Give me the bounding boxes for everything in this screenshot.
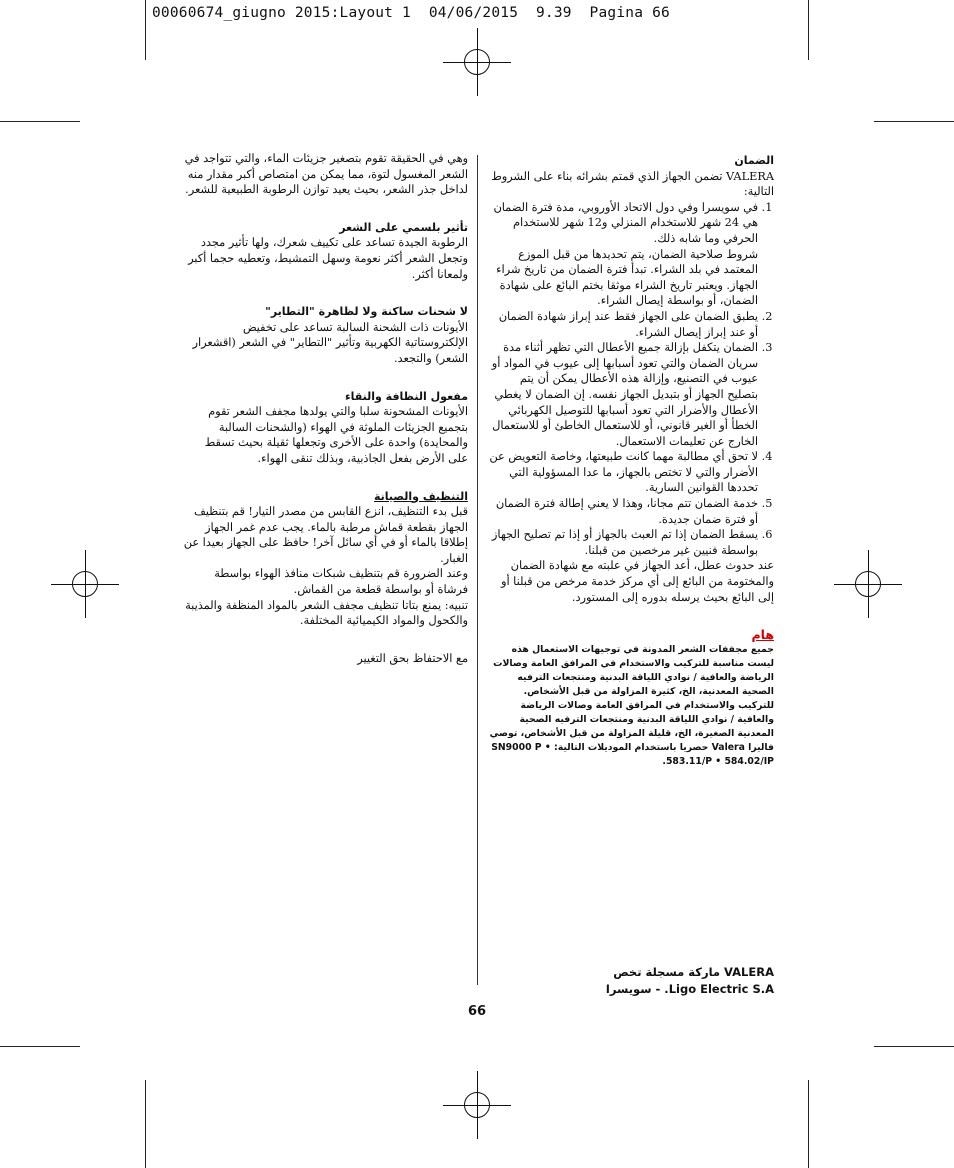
list-item: 3. الضمان يتكفل بإزالة جميع الأعطال التي تظهر أثناء مدة سريان الضمان والتي تعود أسبابها إلى عيوب في المواد أو عيوب في التصنيع، وإزالة هذه الأعطال يمكن أن يتم بتصليح الجهاز أو بتبديل الجهاز نفسه. إن الضمان لا يغطي الأعطال والأضرار التي تعود أسبابها للتوصيل الكهربائي الخطأ أو الغير قانوني، أو للاستعمال الخاطئ أو للاستعمال الخارج عن تعليمات الاستعمال. (487, 340, 758, 449)
crop-mark (874, 1046, 954, 1047)
list-item: 4. لا تحق أي مطالبة مهما كانت طبيعتها، وخاصة التعويض عن الأضرار والتي لا تختص بالجهاز، ما عدا المسؤولية التي تحددها القوانين السارية. (487, 449, 758, 496)
breakdown-instructions: عند حدوث عطل، أعد الجهاز في علبته مع شهادة الضمان والمختومة من البائع إلى أي مركز خدمة مرخص من قبلنا أو إلى البائع بحيث يرسله بدوره إلى المستورد. (500, 559, 774, 604)
list-item: 2. يطبق الضمان على الجهاز فقط عند إبراز شهادة الضمان أو عند إبراز إيصال الشراء. (487, 309, 758, 340)
important-note-2: للتركيب والاستخدام في المرافق العامة وصالات الرياضة والعافية / نوادي اللياقة البدنية ومنتجعات الترفيه الصحية المعدنية الصغيرة، الخ، قليلة المزاولة من قبل الأشخاص، توصي فاليرا Valera حصريا باستخدام الموديلات التالية: SN9000 P • 583.11/P • 584.02/IP. (489, 699, 774, 767)
registration-mark-top (464, 49, 490, 75)
warranty-heading: الضمان (734, 154, 774, 167)
crop-mark (145, 1080, 146, 1168)
list-item: 5. خدمة الضمان تتم مجانا، وهذا لا يعني إطالة فترة الضمان أو فترة ضمان جديدة. (487, 496, 758, 527)
warranty-intro: VALERA تضمن الجهاز الذي قمتم بشرائه بناء على الشروط التالية: (491, 169, 774, 199)
warranty-column (487, 153, 774, 769)
section-heading-purity: مفعول النظافة والنقاء (344, 389, 468, 403)
intro-paragraph: وهي في الحقيقة تقوم بتصغير جزيئات الماء، والتي تتواجد في الشعر المغسول لتوة، مما يمكن من امتصاص أكبر مقدار منه لداخل جذر الشعر، بحيث يعيد توازن الرطوبة الطبيعية للشعر. (184, 152, 468, 197)
crop-mark (145, 0, 146, 60)
registration-mark-left (72, 571, 98, 597)
section-heading-conditioning: تأثير بلسمي على الشعر (339, 220, 468, 234)
section-body-conditioning: الرطوبة الجيدة تساعد على تكييف شعرك، ولها تأثير مجدد وتجعل الشعر أكثر نعومة وسهل التمشيط، وتعطيه حجما أكبر ولمعانا أكثر. (188, 236, 468, 281)
crop-mark (808, 1080, 809, 1168)
print-slug: 00060674_giugno 2015:Layout 1 04/06/2015 9.39 Pagina 66 (152, 5, 670, 21)
important-heading: هام (751, 627, 774, 643)
section-body-purity: الأيونات المشحونة سلبا والتي يولدها مجفف الشعر تقوم بتجميع الجزيئات الملوثة في الهواء (والشحنات السالبة والمحايدة) واحدة على الأخرى وتجعلها ثقيلة بحيث تسقط على الأرض بفعل الجاذبية، وبذلك تنقى الهواء. (204, 405, 468, 465)
registration-mark-bottom (464, 1092, 490, 1118)
crop-mark (874, 121, 954, 122)
page-number: 66 (467, 1004, 487, 1019)
crop-mark (0, 121, 80, 122)
cleaning-warning: تنبيه: يمنع بتاتا تنظيف مجفف الشعر بالمواد المنظفة والمذيبة والكحول والمواد الكيميائية المختلفة. (185, 598, 468, 628)
cleaning-paragraph-2: وعند الضرورة قم بتنظيف شبكات منافذ الهواء بواسطة فرشاة أو بواسطة قطعة من القماش. (214, 567, 468, 597)
cleaning-paragraph-1: قبل بدء التنظيف، انزع القابس من مصدر التيار! قم بتنظيف الجهاز بقطعة قماش مرطبة بالماء. يجب عدم غمر الجهاز إطلاقا بالماء أو في أي سائل آخر! حافظ على الجهاز بعيدا عن الغبار. (183, 505, 468, 565)
list-item: 1. في سويسرا وفي دول الاتحاد الأوروبي، مدة فترة الضمان هي 24 شهر للاستخدام المنزلي و12 شهر للاستخدام الحرفي وما شابه ذلك. شروط صلاحية الضمان، يتم تحديدها من قبل الموزع المعتمد في بلد الشراء. تبدأ فترة الضمان من تاريخ شراء الجهاز. ويعتبر تاريخ الشراء موثقا بختم البائع على شهادة الضمان، أو بواسطة إيصال الشراء. (487, 200, 758, 309)
brand-line-1: VALERA ماركة مسجلة تخص (613, 965, 774, 979)
crop-mark (0, 1046, 80, 1047)
rights-reserved: مع الاحتفاظ بحق التغيير (357, 651, 468, 665)
brand-line-2: Ligo Electric S.A. - سويسرا (605, 982, 774, 996)
registration-mark-right (855, 571, 881, 597)
section-heading-cleaning: التنظيف والصيانة (373, 489, 468, 503)
warranty-list (487, 200, 774, 559)
features-column (183, 151, 468, 666)
crop-mark (808, 0, 809, 60)
brand-trademark (590, 964, 774, 998)
section-heading-antistatic: لا شحنات ساكنة ولا لظاهرة "التطاير" (265, 305, 468, 319)
section-body-antistatic: الأيونات ذات الشحنة السالبة تساعد على تخفيض الإلكتروستاتية الكهربية وتأثير "التطاير" في الشعر (اقشعرار الشعر) والتجعد. (192, 320, 468, 365)
important-note-1: جميع مجففات الشعر المدونة في توجيهات الاستعمال هذه ليست مناسبة للتركيب والاستخدام في المرافق العامة وصالات الرياضة والعافية / نوادي اللياقة البدنية ومنتجعات الترفيه الصحية المعدنية، الخ، كثيرة المزاولة من قبل الأشخاص. (493, 643, 774, 697)
column-divider (477, 155, 478, 985)
list-item: 6. يسقط الضمان إذا تم العبث بالجهاز أو إذا تم تصليح الجهاز بواسطة فنيين غير مرخصين من قبلنا. (487, 527, 758, 558)
